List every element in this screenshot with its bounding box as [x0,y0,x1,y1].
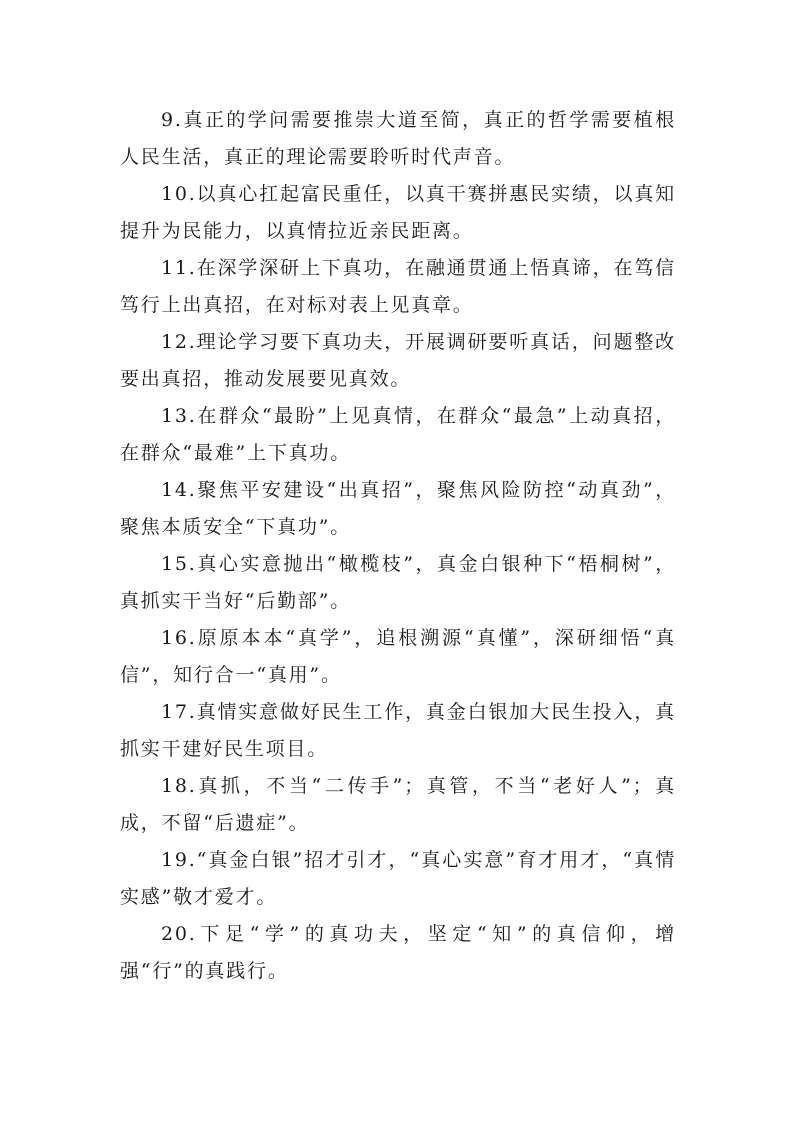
paragraph-20: 20.下足“学”的真功夫，坚定“知”的真信仰，增强“行”的真践行。 [120,923,676,982]
paragraph-11: 11.在深学深研上下真功，在融通贯通上悟真谛，在笃信笃行上出真招，在对标对表上见真章。 [120,257,676,316]
document-body [120,102,676,990]
paragraph-14: 14.聚焦平安建设“出真招”，聚焦风险防控“动真劲”，聚焦本质安全“下真功”。 [120,479,676,538]
paragraph-13: 13.在群众“最盼”上见真情，在群众“最急”上动真招，在群众“最难”上下真功。 [120,405,676,464]
paragraph-16: 16.原原本本“真学”，追根溯源“真懂”，深研细悟“真信”，知行合一“真用”。 [120,627,676,686]
paragraph-10: 10.以真心扛起富民重任，以真干赛拼惠民实绩，以真知提升为民能力，以真情拉近亲民距离。 [120,183,676,242]
paragraph-9: 9.真正的学问需要推崇大道至简，真正的哲学需要植根人民生活，真正的理论需要聆听时代声音。 [120,109,676,168]
paragraph-12: 12.理论学习要下真功夫，开展调研要听真话，问题整改要出真招，推动发展要见真效。 [120,331,676,390]
paragraph-17: 17.真情实意做好民生工作，真金白银加大民生投入，真抓实干建好民生项目。 [120,701,676,760]
paragraph-19: 19.“真金白银”招才引才，“真心实意”育才用才，“真情实感”敬才爱才。 [120,849,676,908]
paragraph-15: 15.真心实意抛出“橄榄枝”，真金白银种下“梧桐树”，真抓实干当好“后勤部”。 [120,553,676,612]
paragraph-18: 18.真抓，不当“二传手”；真管，不当“老好人”；真成，不留“后遗症”。 [120,775,676,834]
